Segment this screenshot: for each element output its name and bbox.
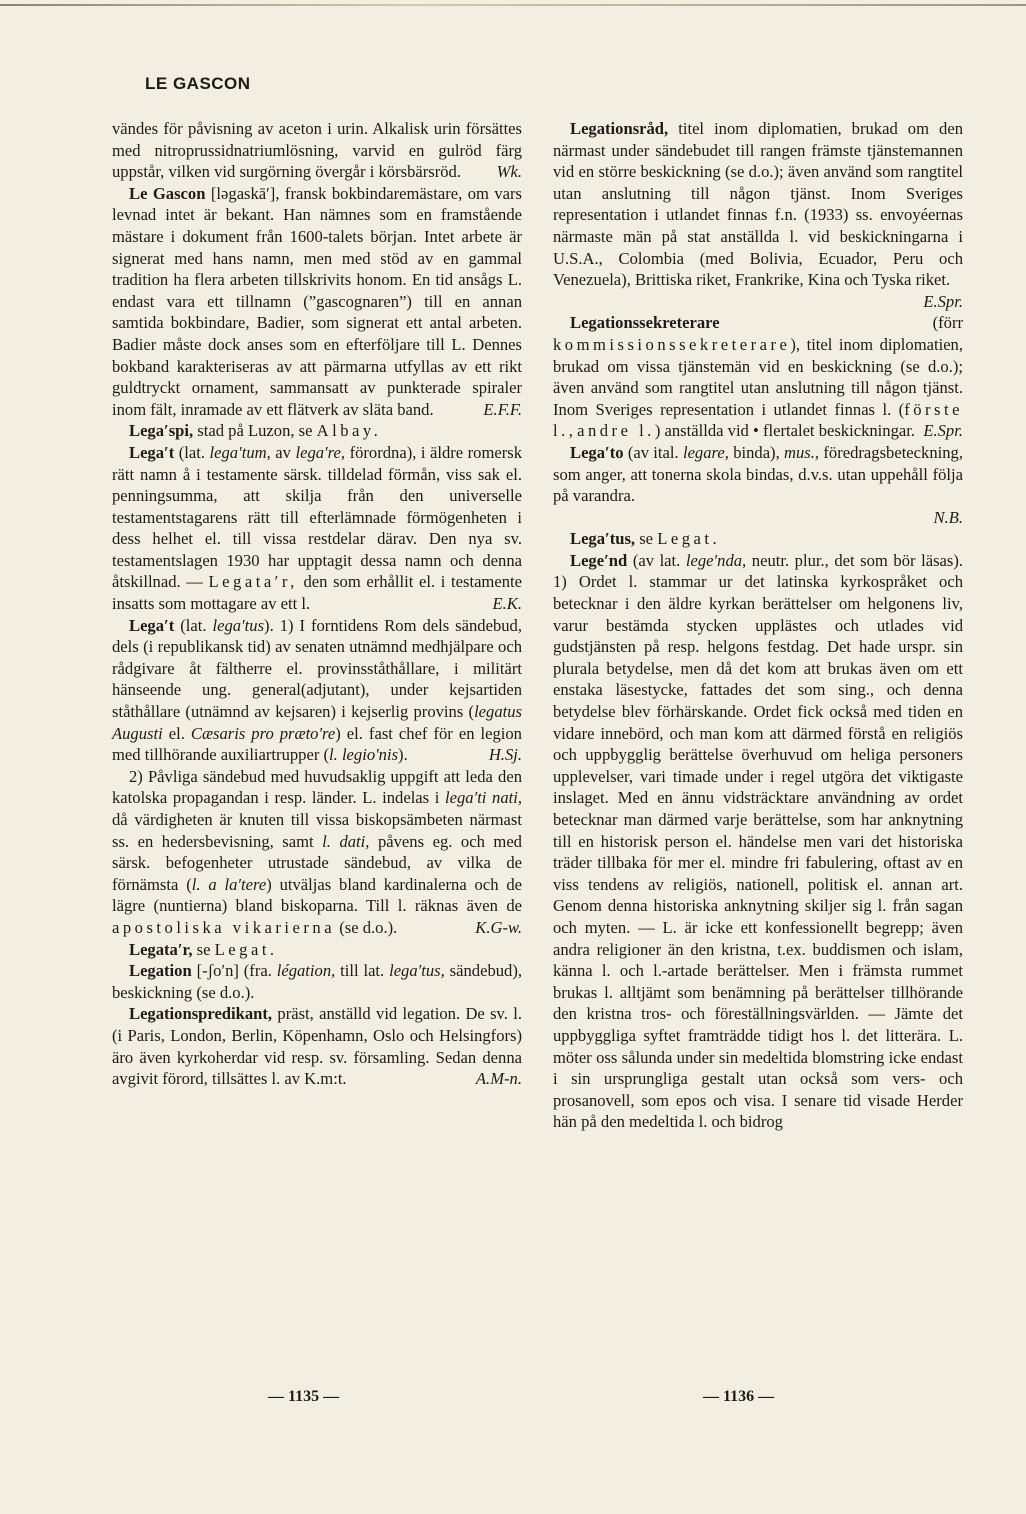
entry-text: sändebud), beskickning (se d.o.). (112, 961, 523, 1002)
author-signature: H.Sj. (488, 745, 522, 765)
entry-headword: Lega′t (129, 615, 175, 635)
entry-legatus (553, 528, 963, 550)
entry-text: se (196, 939, 211, 959)
entry-text: [-ʃo′n] (fra. (196, 961, 272, 981)
running-head: LE GASCON (145, 74, 251, 93)
entry-headword: Legationssekreterare (570, 313, 720, 333)
entry-text: påvens eg. och med särsk. befogenheter utrustade sändebud, av vilka de förnämsta ( (112, 831, 522, 894)
entry-headword: Legata′r, (129, 939, 193, 959)
entry-le-gascon (112, 183, 522, 421)
entry-text: (förr (932, 313, 963, 333)
entry-text: el. (168, 723, 185, 743)
latin-term: lega′tum, (209, 442, 271, 462)
latin-term: légation, (276, 961, 336, 981)
entry-headword: Lega′spi, (129, 421, 194, 441)
entry-text: binda), (733, 442, 780, 462)
entry-legatar (112, 939, 522, 961)
top-edge-rule (0, 4, 1026, 6)
entry-continuation (112, 118, 522, 183)
entry-headword: Le Gascon (129, 183, 206, 203)
author-signature: E.F.F. (483, 399, 522, 419)
latin-term: Cæsaris pro prætoʹre (190, 723, 336, 743)
entry-text: ) utväljas bland kardinalerna och de lägre (nuntierna) bland biskoparna. Till l. räknas även de (112, 874, 523, 916)
entry-headword: Legationspredikant, (129, 1004, 273, 1024)
entry-text: till lat. (340, 961, 385, 981)
latin-term: lege′nda, (685, 550, 747, 570)
entry-text: (av ital. (627, 442, 679, 462)
author-signature: K.G-w. (475, 917, 522, 937)
latin-term: l. a la′tere (191, 874, 267, 894)
cross-reference: Albay. (316, 421, 382, 441)
cross-reference: Legat. (657, 529, 721, 549)
latin-term: mus., (784, 442, 820, 462)
entry-text: (lat. (180, 615, 207, 635)
author-signature: N.B. (933, 507, 963, 527)
latin-term: lega′tus, (389, 961, 445, 981)
right-column (553, 118, 963, 1133)
entry-headword: Lega′to (570, 442, 624, 462)
cross-reference: Legat. (214, 939, 278, 959)
spaced-term: andre l. (577, 421, 655, 441)
entry-legation (112, 960, 522, 1003)
entry-text: stad på Luzon, se (197, 421, 313, 441)
entry-legato (553, 442, 963, 507)
entry-text: se (639, 529, 654, 549)
entry-text: då värdigheten är knuten till vissa biskopsämbeten närmast ss. en hedersbevisning, samt (112, 810, 522, 851)
entry-text: ) anställda vid • flertalet beskickningar. (654, 421, 916, 441)
entry-text: ), titel inom diplomatien, brukad om vissa tjänstemän vid en beskickning (se d.o.); även använd som rangtitel utan anslutning till någon tjänst. Inom Sveriges representation i utlandet finnas l. ( (553, 334, 963, 419)
entry-text: ). 1) I forntidens Rom dels sändebud, dels (i republikansk tid) av senaten utnämnd medhjälpare och rådgivare åt fältherre el. provinsståthållare, i militärt hänseende ung. general(adjutant), under kejsartiden ståthållare (utnämnd av kejsaren) i kejserlig provins ( (112, 615, 522, 722)
entry-text: förordna), i äldre romersk rätt namn å i testamente särsk. tilldelad förmån, viss sak el. penningsumma, att skilja från den universelle testamentstagarens rätt till efterlämnade förmögenheten i dess helhet el. till vissa restdelar därav. Den nya sv. testamentslagen 1930 har upptagit dessa namn och denna åtskillnad. — (112, 442, 523, 592)
page-number-right: — 1136 — (703, 1388, 775, 1405)
entry-legat-2-part2 (112, 766, 522, 939)
spaced-term: förste l. (553, 399, 963, 441)
spaced-term: apostoliska vikarierna (112, 917, 336, 937)
latin-term: l. dati, (322, 831, 370, 851)
latin-term: legare, (682, 442, 729, 462)
latin-term: lega′re, (295, 442, 346, 462)
entry-legend (553, 550, 963, 1133)
entry-legat-2 (112, 615, 522, 766)
entry-text: föredragsbeteckning, som anger, att tonerna skola bindas, d.v.s. utan uppehåll följa på varandra. (553, 442, 963, 506)
author-signature: E.Spr. (923, 291, 963, 311)
entry-text: vändes för påvisning av aceton i urin. Alkalisk urin försättes med nitroprussidnatriumlösning, varvid en gulröd färg uppstår, vilken vid surgörning övergår i körsbärsröd. (112, 119, 522, 182)
author-signature: E.K. (492, 594, 522, 614)
entry-legat-1 (112, 442, 522, 615)
latin-term: lega′ti nati, (445, 788, 523, 808)
author-signature: Wk. (496, 162, 522, 182)
entry-text: (se d.o.). (339, 917, 398, 937)
entry-text: av (275, 442, 291, 462)
entry-headword: Lega′tus, (570, 529, 636, 549)
entry-legationsrad (553, 118, 963, 291)
latin-term: lega′tus (212, 615, 265, 635)
entry-text: titel inom diplomatien, brukad om den närmast under sändebudet till rangen främste tjänstemannen vid en större beskickning (se d.o.); även använd som rangtitel utan anslutning till någon tjänst. Inom Sveriges representation i utlandet finnas f.n. (1933) ss. envoyéernas närmaste män på stat anställda l. vid beskickningarna i U.S.A., Colombia (med Bolivia, Ecuador, Peru och Venezuela), Brittiska riket, Frankrike, Kina och Tyska riket. (553, 119, 963, 290)
author-signature: E.Spr. (923, 421, 963, 441)
entry-legationspredikant (112, 1003, 522, 1089)
entry-text: präst, anställd vid legation. De sv. l. (i Paris, London, Berlin, Köpenhamn, Oslo och Helsingfors) äro även kyrkoherdar vid resp. sv. församling. Sedan denna avgivit förord, tillsättes l. av K.m:t. (112, 1004, 522, 1089)
latin-term: l. legioʹnis (329, 745, 399, 765)
latin-term: legatus Augusti (112, 702, 522, 743)
entry-headword: Lega′t (129, 442, 175, 462)
entry-text: (av lat. (632, 550, 681, 570)
entry-text: den som erhållit el. i testamente insatts som mottagare av ett l. (112, 572, 522, 614)
entry-legationssekreterare (553, 312, 963, 442)
entry-text: neutr. plur., det som bör läsas). 1) Ordet l. stammar ur det latinska kyrkospråket och betecknar i den äldre kyrkan berättelser om helgonens liv, varur bestämda stycken upplästes och utlades vid gudstjänsten på resp. helgons festdag. Det hade urspr. sin plurala betydelse, men då det kom att brukas även om ett enstaka läsestycke, fattades det som sing., och denna betydelse blev förhärskande. Ordet fick också med tiden en vidare innebörd, och man kom att därmed förstå en religiös och uppbygglig berättelse överhuvud om heliga personers upplevelser, vari timade under i regel utgöra det viktigaste inslaget. Med en ännu vidsträcktare användning av ordet betecknar man därmed varje berättelse, som har anknytning till en historisk person el. händelse men vari det historiska träder tillbaka för mer el. mindre fri fabulering, oftast av en viss tendens av religiös, nationell, politisk el. annan art. Genom denna historiska anknytning skiljer sig l. från sagan och myten. — L. är icke ett konfessionellt begrepp; även andra religioner än den kristna, t.ex. buddismen och islam, känna l. och l.-artade berättelser. Men i främsta rummet brukas l. alltjämt som benämning på berättelser tillhörande den kristna tros- och föreställningsvärlden. — Jämte det uppbyggliga syftet framträdde tidigt hos l. det litterära. L. möter oss sålunda under sin medeltida blomstring icke endast i sin ursprungliga gestalt utan också som vers- och prosanovell, som epos och visa. I senare tid visade Herder hän på den medeltida l. och bidrog (553, 550, 964, 1132)
left-column (112, 118, 522, 1090)
entry-headword: Lege′nd (570, 550, 628, 570)
entry-headword: Legation (129, 961, 192, 981)
entry-text: , (568, 421, 573, 441)
entry-text: ). (398, 745, 408, 765)
page-number-left: — 1135 — (268, 1388, 340, 1405)
entry-legaspi (112, 420, 522, 442)
entry-headword: Legationsråd, (570, 119, 669, 138)
entry-text: [ləgaskā′], fransk bokbindaremästare, om vars levnad intet är bekant. Han nämnes som en framstående mästare i dokument från 1600-talets början. Intet arbete är signerat med hans namn, men med stöd av en gammal tradition ha flera arbeten tillskrivits honom. En tid ansågs L. endast vara ett tillnamn (”gascognaren”) till en annan samtida bokbindare, Badier, som signerat ett antal arbeten. Badier måste dock anses som en efterföljare till L. Dennes bokband karakteriseras av att pärmarna utfyllas av ett rikt guldtryckt ornament, sammansatt av punkterade spiraler inom fält, inramade av ett flätverk av släta band. (112, 183, 522, 419)
entry-text: ) el. fast chef för en legion med tillhörande auxiliartrupper ( (112, 723, 522, 765)
entry-text: 2) Påvliga sändebud med huvudsaklig uppgift att leda den katolska propagandan i resp. länder. L. indelas i (112, 766, 522, 808)
spaced-term: kommissionssekreterare (553, 334, 791, 354)
entry-text: (lat. (178, 442, 206, 462)
author-signature: A.M-n. (475, 1069, 522, 1089)
spaced-term: Legata′r, (208, 572, 298, 592)
